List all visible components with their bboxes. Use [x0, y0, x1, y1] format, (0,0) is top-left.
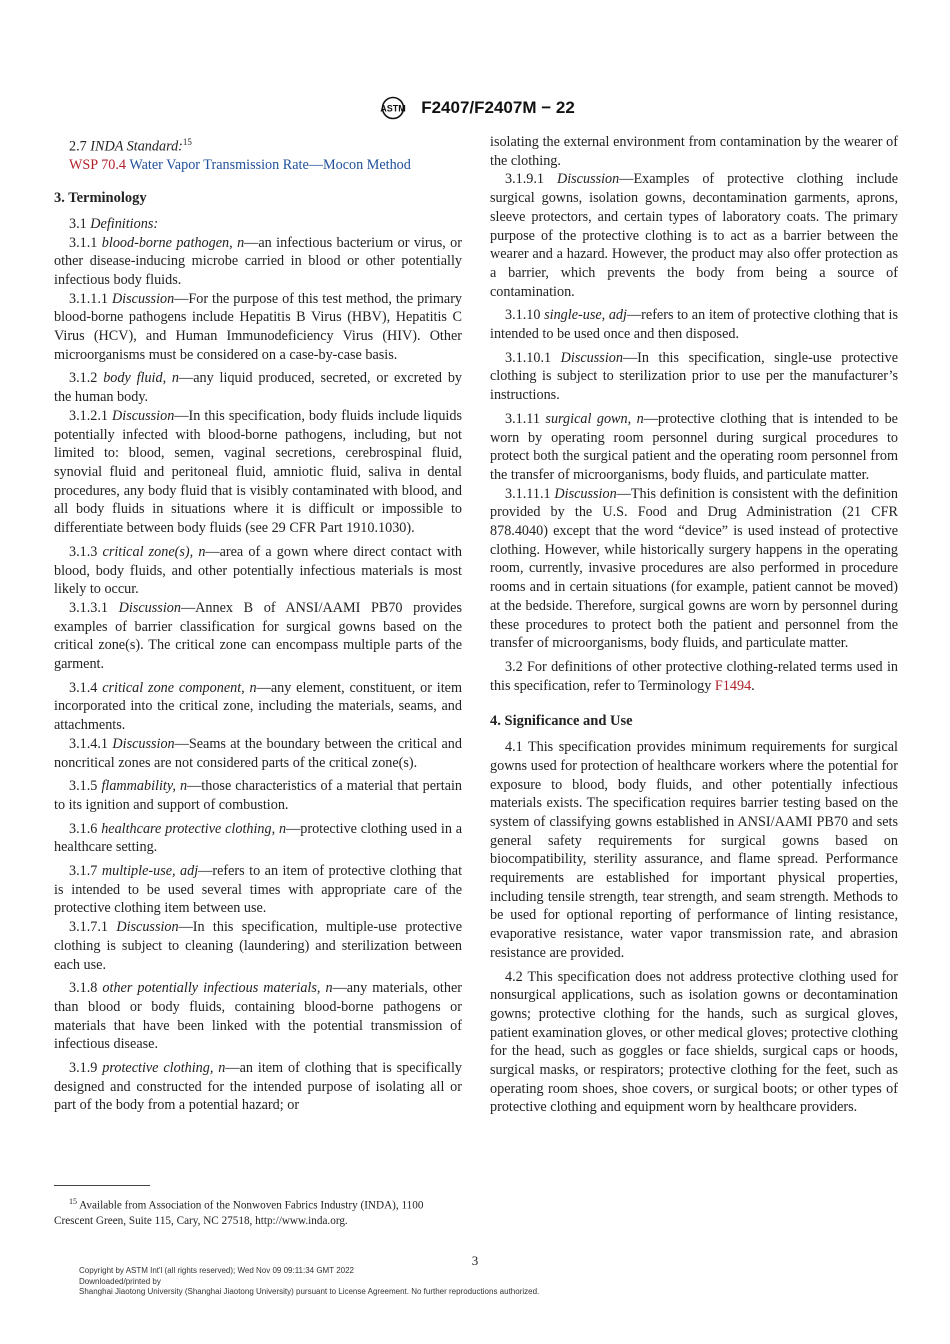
section-3-1-3: 3.1.3 critical zone(s), n—area of a gown where direct contact with blood, body fluids, and other potentially infectious materials is most likely to occur. [54, 543, 463, 598]
section-3-1-7-1: 3.1.7.1 Discussion—In this specification, multiple-use protective clothing is subject to cleaning (laundering) and sterilization between each use. [54, 919, 463, 973]
right-column [490, 133, 898, 1117]
wsp-reference: WSP 70.4 Water Vapor Transmission Rate—Mocon Method [69, 157, 411, 174]
section-3-1-11: 3.1.11 surgical gown, n—protective clothing that is intended to be worn by operating room personnel during surgical procedures to protect both the surgical patient and the operating room personnel from the transfer of microorganisms, body fluids, and particulate matter. [490, 410, 898, 483]
heading-significance-and-use: 4. Significance and Use [490, 713, 633, 730]
section-3-1-11-1: 3.1.11.1 Discussion—This definition is consistent with the definition provided by the U.S. Food and Drug Administration (21 CFR 878.4040) except that the word “device” is used instead of protective clothing. However, while historically surgery happens in the operating room, currently, invasive procedures are also performed in procedure rooms and in certain situations (for example, patient cannot be moved) at the bedside. Therefore, surgical gowns are worn by personnel during these procedures to protect both the patient and personnel from the transfer of microorganisms, body fluids, and particulate matter. [490, 485, 898, 652]
section-3-1-8: 3.1.8 other potentially infectious materials, n—any materials, other than blood or body fluids, containing blood-borne pathogens or materials that have been linked with the potential transmission of infectious disease. [54, 980, 462, 1053]
copyright-notice: Copyright by ASTM Int'l (all rights reserved); Wed Nov 09 09:11:34 GMT 2022 Downloaded/printed by Shanghai Jiaotong University (Shanghai Jiaotong University) pursuant to License Agreement. No further reproductions authorized. [79, 1266, 540, 1296]
footnote-15: $^{15}$ Available from Association of the Nonwoven Fabrics Industry (INDA), 1100 Crescent Green, Suite 115, Cary, NC 27518, http://www.inda.org. [54, 1197, 424, 1227]
section-3-1-9: 3.1.9 protective clothing, n—an item of clothing that is specifically designed and constructed for the intended purpose of isolating all or part of the body from a potential hazard; or [54, 1060, 462, 1114]
section-3-1-3-1: 3.1.3.1 Discussion—Annex B of ANSI/AAMI PB70 provides examples of barrier classification for surgical gowns based on the critical zone(s). The critical zone can encompass multiple parts of the garment. [54, 599, 462, 673]
astm-logo-icon [375, 96, 411, 120]
svg-text:ASTM: ASTM [380, 103, 406, 114]
section-3-1-2-1: 3.1.2.1 Discussion—In this specification, body fluids include liquids potentially infected with blood-borne pathogens, including, but not limited to: blood, semen, vaginal secretions, cerebrospinal fluid, synovial fluid and peritoneal fluid, amniotic fluid, saliva in dental procedures, any body fluid that is visibly contaminated with blood, and all body fluids in situations where it is difficult or impossible to differentiate between body fluids (see 29 CFR Part 1910.1030). [54, 407, 462, 537]
section-3-1-1-1: 3.1.1.1 Discussion—For the purpose of this test method, the primary blood-borne pathogens include Hepatitis B Virus (HBV), Hepatitis C Virus (HCV), and Human Immunodeficiency Virus (HIV). Other microorganisms must be considered on a case-by-case basis. [54, 290, 463, 363]
section-3-1-2: 3.1.2 body fluid, n—any liquid produced, secreted, or excreted by the human body. [54, 370, 463, 406]
section-3-1-9-continued: isolating the external environment from contamination by the wearer of the clothing. [490, 134, 898, 169]
section-4-1: 4.1 This specification provides minimum requirements for surgical gowns used for protection of healthcare workers where the potential for exposure to blood, body fluids, and other potentially infectious materials exists. The specification requires barrier testing based on the system of classifying gowns established in ANSI/AAMI PB70 and sets general safety requirements for surgical gowns based on biocompatibility, sterility assurance, and flame spread. Performance requirements are established for important physical properties, including tensile strength, tear strength, and seam strength. Methods to be used for optional reporting of performance of linting resistance, evaporative resistance, water vapor transmission rate, and abrasion resistance are provided. [490, 739, 898, 961]
section-3-1-1: 3.1.1 blood-borne pathogen, n—an infectious bacterium or virus, or other disease-inducing microbe carried in blood or other potentially infectious body fluids. [54, 234, 462, 288]
left-column [54, 133, 462, 1115]
wsp-link[interactable]: WSP 70.4 [69, 157, 127, 174]
section-4-2: 4.2 This specification does not address protective clothing used for nonsurgical applications, such as isolation gowns or decontamination gowns; protective clothing for the hands, such as surgical gloves, patient examination gloves, or other medical gloves; protective clothing for the head, such as goggles or face shields, surgical caps or hoods, surgical masks, or respirators; protective clothing for the feet, such as operating room shoes, shoe covers, or surgical boots; or other types of protective clothing and equipment worn by healthcare providers. [490, 968, 898, 1116]
section-3-1-6: 3.1.6 healthcare protective clothing, n—protective clothing used in a healthcare setting. [54, 820, 463, 856]
heading-terminology: 3. Terminology [54, 190, 147, 207]
page-number: 3 [471, 1253, 479, 1268]
section-2-7: 2.7 INDA Standard:$^{15}$ [69, 137, 192, 155]
f1494-link[interactable]: F1494 [714, 677, 752, 694]
section-3-1-10: 3.1.10 single-use, adj—refers to an item of protective clothing that is intended to be used once and then disposed. [490, 307, 899, 343]
footnote-divider [54, 1185, 150, 1186]
section-3-1: 3.1 Definitions: [69, 215, 159, 232]
section-3-1-7: 3.1.7 multiple-use, adj—refers to an item of protective clothing that is intended to be used several times with appropriate care of the protective clothing item between use. [54, 863, 463, 917]
section-3-1-4: 3.1.4 critical zone component, n—any element, constituent, or item incorporated into the critical zone, including the materials, seams, and attachments. [54, 679, 463, 734]
section-3-1-4-1: 3.1.4.1 Discussion—Seams at the boundary between the critical and noncritical zones are not considered parts of the critical zone(s). [54, 735, 462, 771]
page-header [0, 96, 950, 120]
section-3-1-9-1: 3.1.9.1 Discussion—Examples of protective clothing include surgical gowns, isolation gowns, decontamination garments, aprons, sleeve protectors, and certain types of laboratory coats. The primary purpose of the protective clothing is to act as a barrier between the wearer and a hazard. However, the product may also offer protection as a barrier, which prevents the body from being a source of contamination. [490, 171, 898, 300]
section-3-2: 3.2 For definitions of other protective clothing-related terms used in this specification, refer to Terminology F1494. [490, 658, 898, 694]
section-3-1-10-1: 3.1.10.1 Discussion—In this specification, single-use protective clothing is subject to sterilization prior to use per the manufacturer’s instructions. [490, 349, 898, 404]
standard-designation: F2407/F2407M − 22 [421, 98, 575, 117]
section-3-1-5: 3.1.5 flammability, n—those characteristics of a material that pertain to its ignition and support of combustion. [54, 778, 463, 813]
